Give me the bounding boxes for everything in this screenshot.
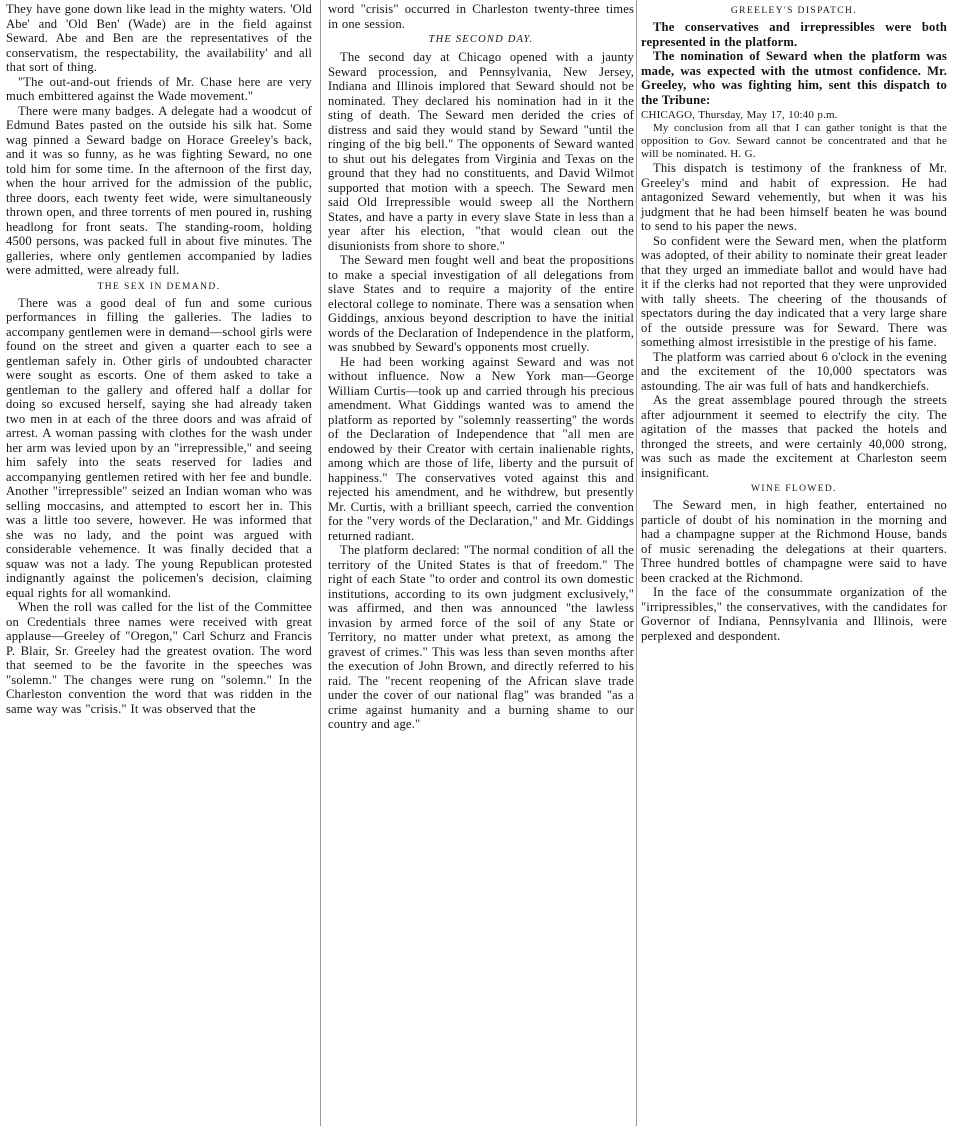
article-paragraph: There was a good deal of fun and some curious performances in filling the galleries. The ladies to accompany gentlemen were in demand—school girls were found on the street and given a quarter each to see a gentleman safely in. Other girls of undoubted character were sought as escorts. One of them asked to take a gentleman to the gallery and offered half a dollar for doing so excused herself, saying she had already taken two men in at each of the three doors and was afraid of arrest. A woman passing with clothes for the wash under her arm was levied upon by an "irrepressible," and seeing him safely into the seats reserved for ladies and accompanying gentlemen retired with her fee and bundle. Another "irrepressible" seized an Indian woman who was selling moccasins, and attempted to escort her in. This was a little too severe, however. He was informed that she was no lady, and the point was argued with considerable vehemence. It was finally decided that a squaw was not a lady. The young Republican protested indignantly against the policemen's decision, claiming equal rights for all womankind. (6, 295, 312, 600)
article-paragraph: The second day at Chicago opened with a jaunty Seward procession, and Pennsylvania, New Jersey, Indiana and Illinois implored that Seward should not be nominated. They declared his nomination had in it the sting of death. The Seward men derided the cries of distress and said they would stand by Seward "until the ringing of the big bell." The opponents of Seward wanted to shut out his delegates from Virginia and Texas on the ground that they had no constituents, and David Wilmot supported that motion with a speech. The Seward men said Old Irrepressible would sweep all the Northern States, and have a party in every slave State in less than a year after his election, "that would clean out the disunionists from shore to shore." (328, 50, 634, 253)
bold-lead (641, 20, 947, 107)
section-heading: THE SEX IN DEMAND. (97, 281, 221, 292)
article-paragraph: word "crisis" occurred in Charleston twenty-three times in one session. (328, 2, 634, 31)
article-paragraph: The nomination of Seward when the platform was made, was expected with the utmost confidence. Mr. Greeley, who was fighting him, sent this dispatch to the Tribune: (641, 49, 947, 107)
column-2 (328, 2, 634, 732)
section-heading: WINE FLOWED. (751, 484, 837, 494)
article-paragraph: "The out-and-out friends of Mr. Chase here are very much embittered against the Wade movement." (6, 74, 312, 103)
article-paragraph: In the face of the consummate organization of the "irripressibles," the conservatives, with the candidates for Governor of Indiana, Pennsylvania and Illinois, were perplexed and despondent. (641, 585, 947, 643)
article-paragraph: So confident were the Seward men, when the platform was adopted, of their ability to nominate their great leader that they urged an immediate ballot and would have had it if the clerks had not reported that they were unprovided with tally sheets. The cheering of the thousands of spectators during the day indicated that a very large share of the outside pressure was for Seward. There was something almost irresistible in the prestige of his fame. (641, 233, 947, 349)
article-paragraph: The conservatives and irrepressibles were both represented in the platform. (641, 20, 947, 49)
article-paragraph: This dispatch is testimony of the frankness of Mr. Greeley's mind and habit of expression. He had antagonized Seward vehemently, but when it was his judgment that he had been himself beaten he was bound to send to his paper the news. (641, 161, 947, 233)
article-paragraph: There were many badges. A delegate had a woodcut of Edmund Bates pasted on the outside his silk hat. Some wag pinned a Seward badge on Horace Greeley's back, and it was so funny, as he was fighting Seward, no one told him for some time. In the afternoon of the first day, when the hour arrived for the admission of the public, three doors, each twenty feet wide, were simultaneously thrown open, and three torrents of men poured in, rushing headlong for front seats. The standing-room, holding 4500 persons, was packed full in about five minutes. The galleries, where only gentlemen accompanied by ladies were admitted, were already full. (6, 103, 312, 277)
dispatch-dateline: CHICAGO, Thursday, May 17, 10:40 p.m. (641, 109, 838, 121)
article-paragraph: He had been working against Seward and was not without influence. Now a New York man—George William Curtis—took up and carried through his precious amendment. What Giddings wanted was to amend the platform as reported by "solemnly reasserting" the words of the Declaration of Independence that "all men are endowed by their Creator with certain inalienable rights, among which are those of life, liberty and the pursuit of happiness." The conservatives voted against this and rejected his amendment, and he withdrew, but presently Mr. Curtis, with a brilliant speech, carried the convention for the "very words of the Declaration," and Mr. Giddings returned radiant. (328, 354, 634, 543)
column-rule (636, 0, 637, 1126)
section-heading: THE SECOND DAY. (428, 34, 534, 45)
column-rule (320, 0, 321, 1126)
article-paragraph: When the roll was called for the list of the Committee on Credentials three names were received with great applause—Greeley of "Oregon," Carl Schurz and Francis P. Blair, Sr. Greeley had the greatest ovation. The word that seemed to be the favorite in the speeches was "solemn." The changes were rung on "solemn." In the Charleston convention the word that was ridden in the same way was "crisis." It was observed that the (6, 600, 312, 716)
column-3 (641, 2, 947, 643)
article-paragraph: As the great assemblage poured through the streets after adjournment it seemed to electrify the city. The agitation of the masses that packed the hotels and thronged the streets, and were certainly 40,000 strong, was such as made the excitement at Charleston seem insignificant. (641, 393, 947, 480)
article-paragraph: The Seward men, in high feather, entertained no particle of doubt of his nomination in the morning and had a champagne supper at the Richmond House, bands of music serenading the delegations at their quarters. Three hundred bottles of champagne were said to have been cracked at the Richmond. (641, 498, 947, 585)
article-paragraph: The Seward men fought well and beat the propositions to make a special investigation of all delegations from slave States and to require a majority of the entire electoral college to nominate. There was a sensation when Giddings, anxious beyond description to have the initial words of the Declaration of Independence in the platform, was snubbed by Seward's opponents most cruelly. (328, 253, 634, 354)
dispatch-text: My conclusion from all that I can gather tonight is that the opposition to Gov. Seward cannot be concentrated and that he will be nominated. H. G. (641, 122, 947, 160)
column-1 (6, 2, 312, 716)
article-paragraph: The platform declared: "The normal condition of all the territory of the United States is that of freedom." The right of each State "to order and control its own domestic institutions, according to its own judgment exclusively," was affirmed, and then was announced "the lawless invasion by armed force of the soil of any State or Territory, no matter under what pretext, as among the gravest of crimes." This was less than seven months after the execution of John Brown, and directly referred to his raid. The "recent reopening of the African slave trade under the cover of our national flag" was branded "as a crime against humanity and a burning shame to our country and age." (328, 543, 634, 731)
article-paragraph: The platform was carried about 6 o'clock in the evening and the excitement of the 10,000 spectators was astounding. The air was full of hats and handkerchiefs. (641, 349, 947, 393)
article-paragraph: They have gone down like lead in the mighty waters. 'Old Abe' and 'Old Ben' (Wade) are in the field against Seward. Abe and Ben are the representatives of the conservatism, the respectability, the availability' and all that sort of thing. (6, 2, 312, 74)
section-heading: GREELEY'S DISPATCH. (730, 6, 858, 16)
